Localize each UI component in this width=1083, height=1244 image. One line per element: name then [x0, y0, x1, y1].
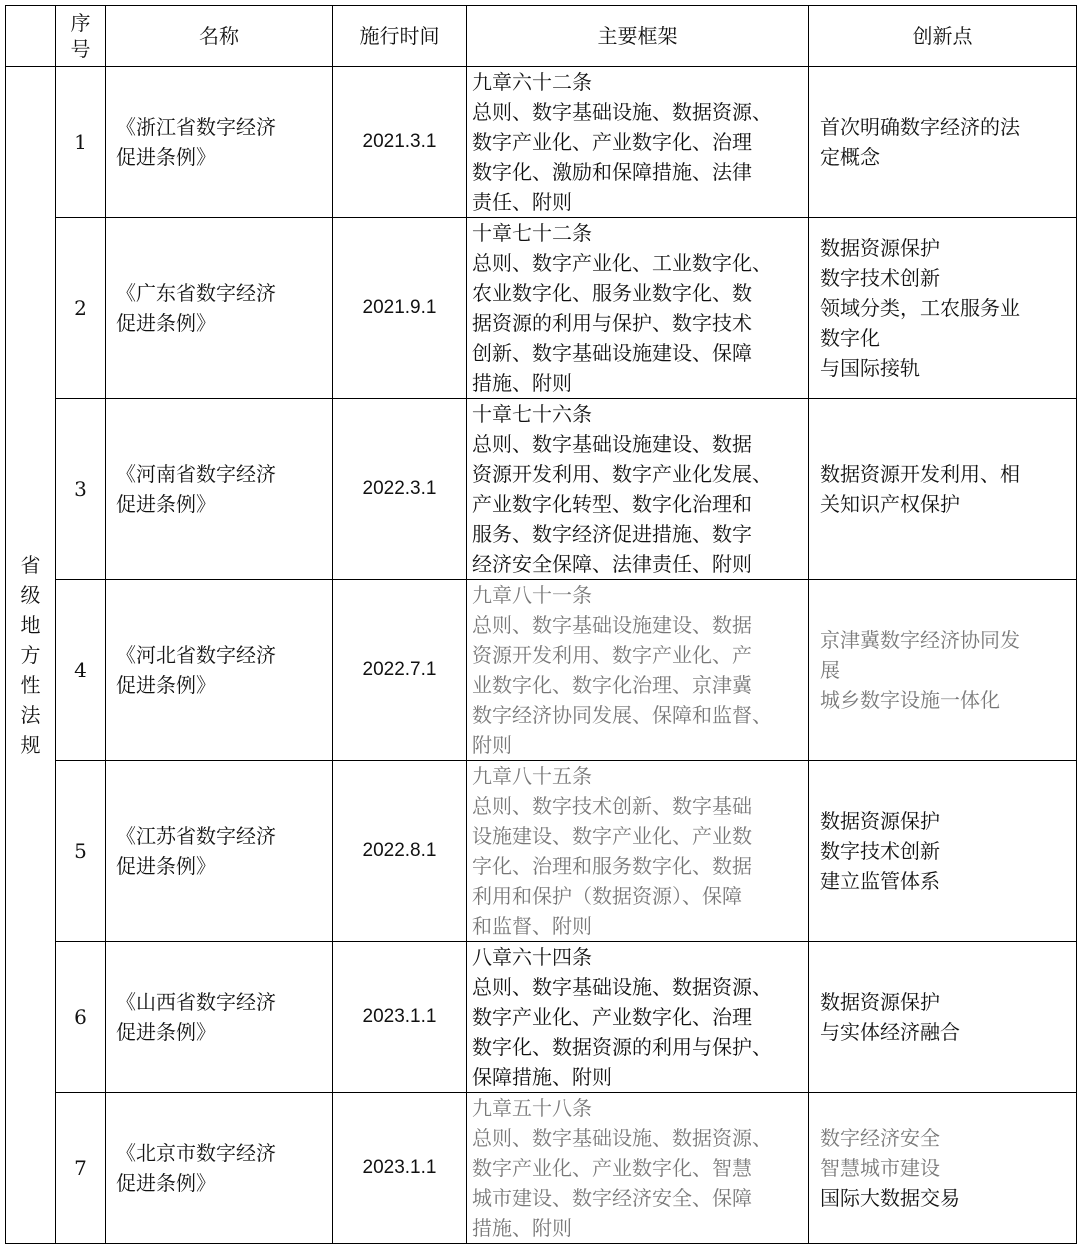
framework-title: 九章八十五条 — [472, 764, 592, 788]
regulation-name: 《山西省数字经济 促进条例》 — [106, 942, 333, 1093]
row-number: 1 — [56, 67, 106, 218]
framework-cell: 九章五十八条 总则、数字基础设施、数据资源、 数字产业化、产业数字化、智慧 城市建设、数字经济安全、保障 措施、附则 — [467, 1093, 809, 1244]
framework-title: 九章八十一条 — [472, 583, 592, 607]
regulation-name: 《河南省数字经济 促进条例》 — [106, 399, 333, 580]
innovation-cell: 数据资源保护 数字技术创新 领域分类，工农服务业 数字化 与国际接轨 — [809, 218, 1077, 399]
row-number: 6 — [56, 942, 106, 1093]
innovation-cell: 数据资源保护 与实体经济融合 — [809, 942, 1077, 1093]
framework-title: 九章六十二条 — [472, 70, 592, 94]
framework-cell: 十章七十二条 总则、数字产业化、工业数字化、 农业数字化、服务业数字化、数 据资源的利用与保护、数字技术 创新、数字基础设施建设、保障 措施、附则 — [467, 218, 809, 399]
framework-cell: 九章八十五条 总则、数字技术创新、数字基础 设施建设、数字产业化、产业数 字化、治理和服务数字化、数据 利用和保护（数据资源）、保障 和监督、附则 — [467, 761, 809, 942]
effective-date: 2021.9.1 — [333, 218, 467, 399]
regulations-table — [5, 5, 1077, 1244]
effective-date: 2021.3.1 — [333, 67, 467, 218]
header-number: 序号 — [56, 6, 106, 67]
framework-title: 十章七十二条 — [472, 221, 592, 245]
framework-title: 八章六十四条 — [472, 945, 592, 969]
regulation-name: 《广东省数字经济 促进条例》 — [106, 218, 333, 399]
table-row — [6, 1093, 1077, 1244]
effective-date: 2022.8.1 — [333, 761, 467, 942]
category-label: 省级地方性法规 — [20, 553, 41, 757]
header-innovation: 创新点 — [809, 6, 1077, 67]
row-number: 3 — [56, 399, 106, 580]
innovation-cell: 数据资源保护 数字技术创新 建立监管体系 — [809, 761, 1077, 942]
header-date: 施行时间 — [333, 6, 467, 67]
innovation-cell: 数据资源开发利用、相 关知识产权保护 — [809, 399, 1077, 580]
regulation-name: 《浙江省数字经济 促进条例》 — [106, 67, 333, 218]
framework-cell: 十章七十六条 总则、数字基础设施建设、数据 资源开发利用、数字产业化发展、 产业数字化转型、数字化治理和 服务、数字经济促进措施、数字 经济安全保障、法律责任、附则 — [467, 399, 809, 580]
innovation-cell: 数字经济安全 智慧城市建设 国际大数据交易 — [809, 1093, 1077, 1244]
framework-cell: 九章六十二条 总则、数字基础设施、数据资源、 数字产业化、产业数字化、治理 数字化、激励和保障措施、法律 责任、附则 — [467, 67, 809, 218]
framework-title: 九章五十八条 — [472, 1096, 592, 1120]
innovation-cell: 京津冀数字经济协同发 展 城乡数字设施一体化 — [809, 580, 1077, 761]
row-number: 7 — [56, 1093, 106, 1244]
regulation-name: 《江苏省数字经济 促进条例》 — [106, 761, 333, 942]
header-framework: 主要框架 — [467, 6, 809, 67]
table-row — [6, 942, 1077, 1093]
effective-date: 2023.1.1 — [333, 942, 467, 1093]
regulation-name: 《河北省数字经济 促进条例》 — [106, 580, 333, 761]
effective-date: 2022.3.1 — [333, 399, 467, 580]
row-number: 4 — [56, 580, 106, 761]
header-name: 名称 — [106, 6, 333, 67]
effective-date: 2022.7.1 — [333, 580, 467, 761]
row-number: 2 — [56, 218, 106, 399]
table-row — [6, 399, 1077, 580]
table-row — [6, 67, 1077, 218]
table-row — [6, 761, 1077, 942]
table-row — [6, 218, 1077, 399]
framework-cell: 八章六十四条 总则、数字基础设施、数据资源、 数字产业化、产业数字化、治理 数字化、数据资源的利用与保护、 保障措施、附则 — [467, 942, 809, 1093]
header-row — [6, 6, 1077, 67]
innovation-cell: 首次明确数字经济的法 定概念 — [809, 67, 1077, 218]
row-number: 5 — [56, 761, 106, 942]
header-blank — [6, 6, 56, 67]
regulation-name: 《北京市数字经济 促进条例》 — [106, 1093, 333, 1244]
framework-title: 十章七十六条 — [472, 402, 592, 426]
category-cell — [6, 67, 56, 1244]
effective-date: 2023.1.1 — [333, 1093, 467, 1244]
table-row — [6, 580, 1077, 761]
framework-cell: 九章八十一条 总则、数字基础设施建设、数据 资源开发利用、数字产业化、产 业数字化、数字化治理、京津冀 数字经济协同发展、保障和监督、 附则 — [467, 580, 809, 761]
